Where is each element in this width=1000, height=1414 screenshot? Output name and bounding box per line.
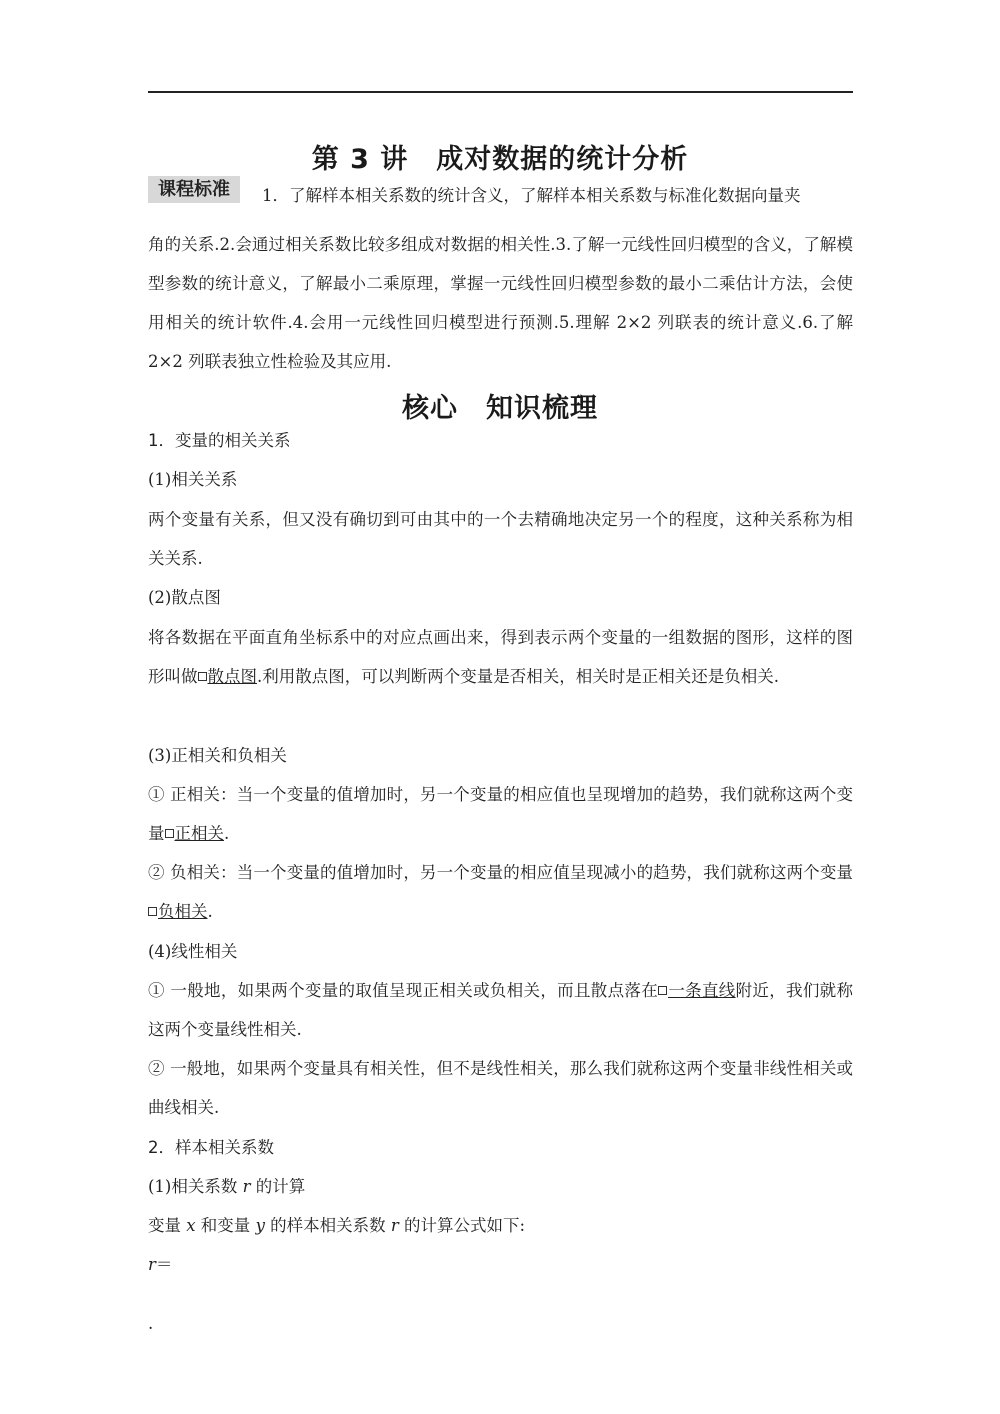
subheading-r-calc: (1)相关系数 r 的计算 <box>148 1177 306 1196</box>
trailing-dot: . <box>148 1314 154 1333</box>
scatter-definition: 将各数据在平面直角坐标系中的对应点画出来，得到表示两个变量的一组数据的图形，这样的图形叫做 散点图.利用散点图，可以判断两个变量是否相关，相关时是正相关还是负相关. <box>148 628 853 686</box>
course-standard-badge: 课程标准 <box>148 176 240 203</box>
blank-marker-icon <box>198 672 207 681</box>
heading-variable-correlation: 1．变量的相关关系 <box>148 431 291 450</box>
formula-intro: 变量 x 和变量 y 的样本相关系数 r 的计算公式如下: <box>148 1216 526 1235</box>
negative-correlation-item: ② 负相关：当一个变量的值增加时，另一个变量的相应值呈现减小的趋势，我们就称这两个变量负相关. <box>148 863 853 921</box>
course-standard-text: 角的关系.2.会通过相关系数比较多组成对数据的相关性.3.了解一元线性回归模型的含义，了解模型参数的统计意义，了解最小二乘原理，掌握一元线性回归模型参数的最小二乘估计方法，会使用相关的统计软件.4.会用一元线性回归模型进行预测.5.理解 2×2 列联表的统计意义.6.了解 2×2 列联表独立性检验及其应用. <box>148 235 853 371</box>
positive-correlation-item: ① 正相关：当一个变量的值增加时，另一个变量的相应值也呈现增加的趋势，我们就称这两个变量 正相关. <box>148 785 853 843</box>
blank-straight-line: 一条直线 <box>658 981 736 1000</box>
subheading-correlation: (1)相关关系 <box>148 470 238 489</box>
blank-marker-icon <box>148 907 157 916</box>
subheading-linear: (4)线性相关 <box>148 942 238 961</box>
blank-marker-icon <box>658 986 667 995</box>
header-rule <box>148 91 853 93</box>
nonlinear-correlation-item: ② 一般地，如果两个变量具有相关性，但不是线性相关，那么我们就称这两个变量非线性相关或曲线相关. <box>148 1059 853 1117</box>
correlation-definition: 两个变量有关系，但又没有确切到可由其中的一个去精确地决定另一个的程度，这种关系称为相关关系. <box>148 510 853 568</box>
blank-scatter-plot: 散点图 <box>198 667 258 686</box>
lecture-title: 第 3 讲 成对数据的统计分析 <box>311 144 689 175</box>
blank-negative: 负相关 <box>148 902 208 921</box>
subheading-scatter: (2)散点图 <box>148 588 221 607</box>
subheading-pos-neg: (3)正相关和负相关 <box>148 746 287 765</box>
linear-correlation-item: ① 一般地，如果两个变量的取值呈现正相关或负相关，而且散点落在 一条直线附近，我们就称这两个变量线性相关. <box>148 981 854 1039</box>
formula-start: r＝ <box>148 1255 173 1274</box>
blank-marker-icon <box>165 829 174 838</box>
course-standard-first-line: 1．了解样本相关系数的统计含义，了解样本相关系数与标准化数据向量夹 <box>262 186 801 205</box>
blank-positive: 正相关 <box>165 824 225 843</box>
heading-sample-coefficient: 2．样本相关系数 <box>148 1138 274 1157</box>
section-title: 核心 知识梳理 <box>402 393 598 424</box>
